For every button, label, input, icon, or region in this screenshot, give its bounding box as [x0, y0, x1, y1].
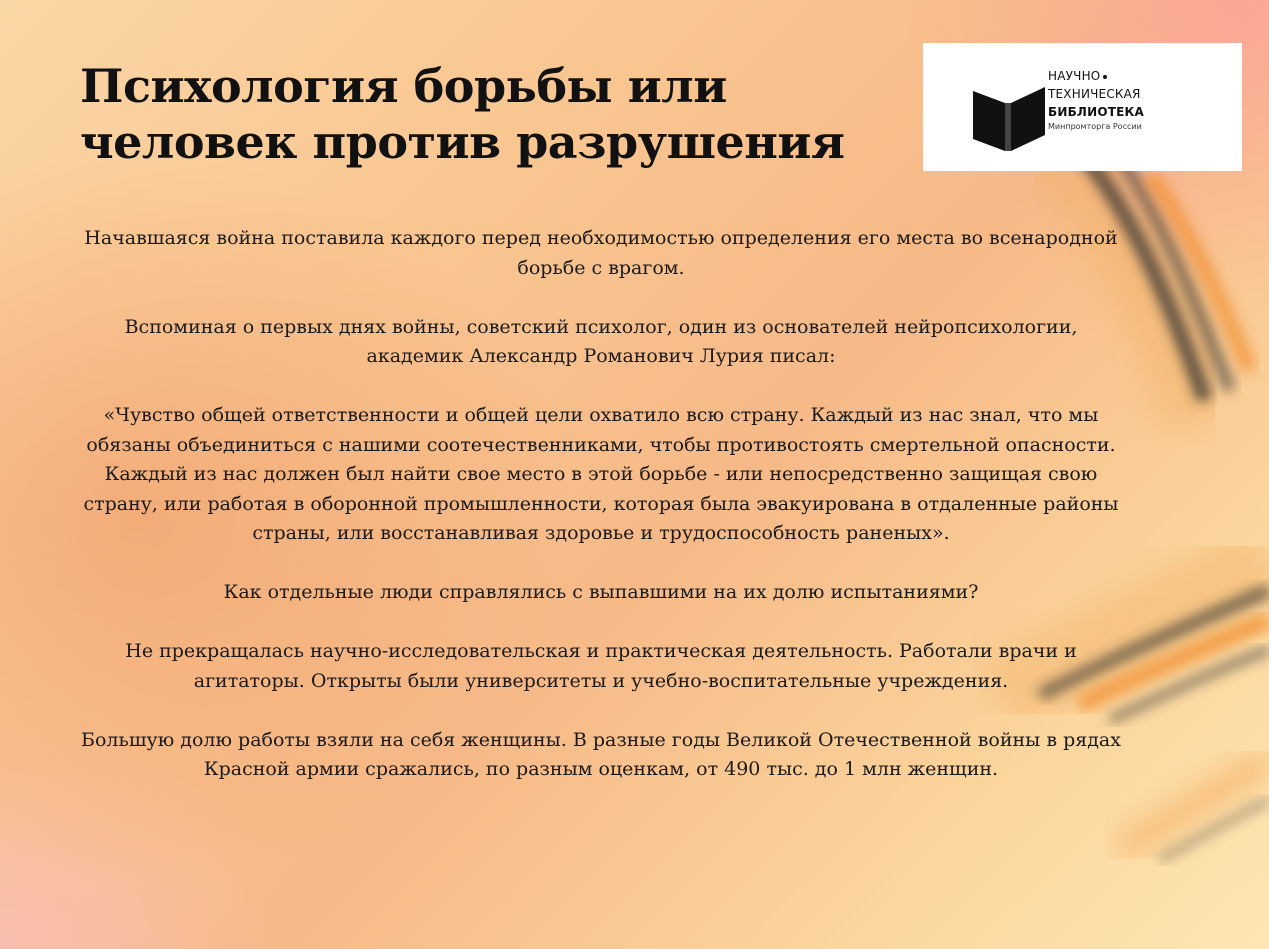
- paragraph-intro: Начавшаяся война поставила каждого перед необходимостью определения его места во всенародной борьбе с врагом.: [84, 227, 1118, 279]
- slide-body: [78, 224, 1124, 814]
- logo-line-2: ТЕХНИЧЕСКАЯ: [1048, 87, 1141, 101]
- paragraph-luria-quote: «Чувство общей ответственности и общей цели охватило всю страну. Каждый из нас знал, что мы обязаны объединиться с нашими соотечественниками, чтобы противостоять смертельной опасности. Каждый из нас должен был найти свое место в этой борьбе - или непосредственно защищая свою страну, или работая в оборонной промышленности, которая была эвакуирована в отдаленные районы страны, или восстанавливая здоровье и трудоспособность раненых».: [83, 404, 1119, 544]
- library-logo: [923, 43, 1242, 171]
- paragraph-women: Большую долю работы взяли на себя женщины. В разные годы Великой Отечественной войны в рядах Красной армии сражались, по разным оценкам, от 490 тыс. до 1 млн женщин.: [81, 728, 1121, 780]
- paragraph-question: Как отдельные люди справлялись с выпавшими на их долю испытаниями?: [223, 581, 979, 603]
- page-title: [80, 58, 900, 170]
- logo-line-3: БИБЛИОТЕКА: [1048, 105, 1145, 119]
- title-line-1: Психология борьбы или: [80, 59, 727, 113]
- logo-subline: Минпромторга России: [1048, 122, 1142, 131]
- open-book-icon: [971, 81, 1047, 153]
- paragraph-luria-intro: Вспоминая о первых днях войны, советский психолог, один из основателей нейропсихологии, академик Александр Романович Лурия писал:: [124, 315, 1078, 367]
- logo-dot-icon: [1103, 75, 1107, 79]
- title-line-2: человек против разрушения: [80, 115, 845, 169]
- paragraph-activity: Не прекращалась научно-исследовательская и практическая деятельность. Работали врачи и агитаторы. Открыты были университеты и учебно-воспитательные учреждения.: [125, 640, 1077, 692]
- logo-line-1: НАУЧНО: [1048, 69, 1101, 83]
- logo-text: [1048, 67, 1144, 133]
